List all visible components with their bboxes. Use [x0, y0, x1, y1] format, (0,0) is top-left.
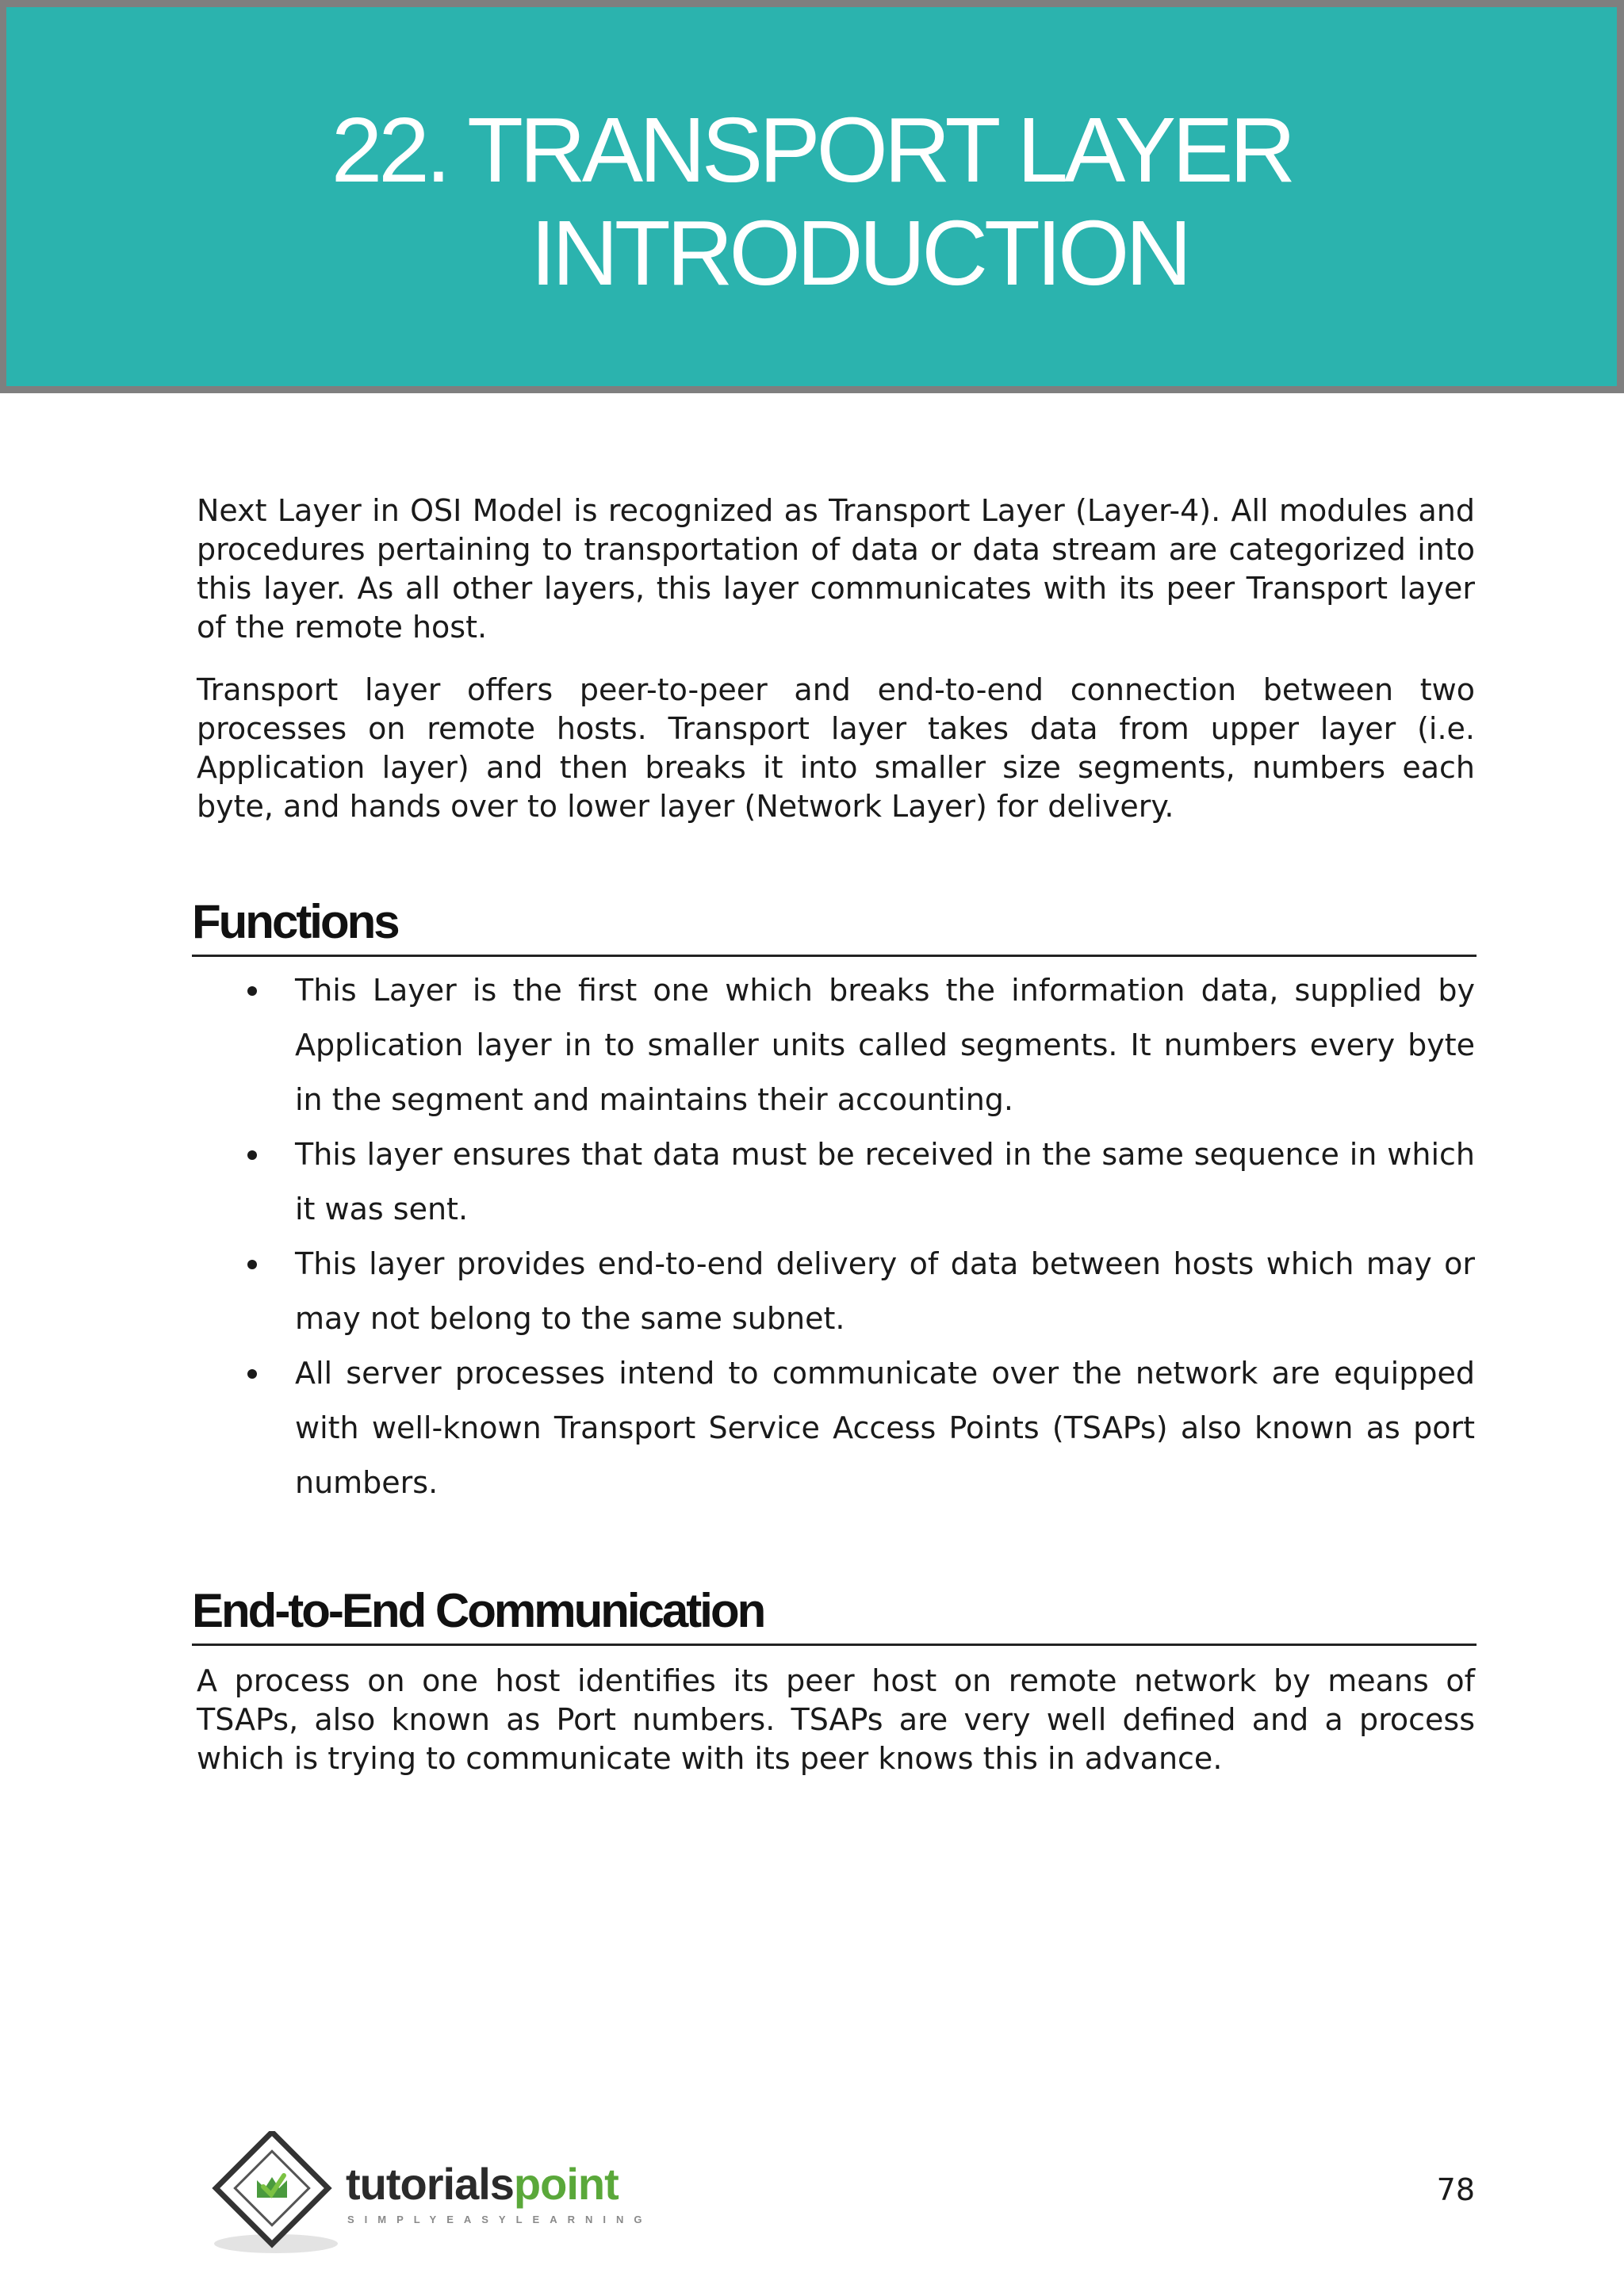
bullet-icon	[247, 1150, 257, 1160]
end-to-end-heading: End-to-End Communication	[192, 1583, 1477, 1646]
chapter-title-line2: INTRODUCTION	[530, 201, 1189, 304]
page-number: 78	[1436, 2172, 1475, 2207]
list-item	[197, 1346, 1475, 1510]
list-item-text: This Layer is the first one which breaks the information data, supplied by Application layer in to smaller units called segments. It numbers every byte in the segment and maintains their accounting.	[295, 973, 1475, 1117]
chapter-title-line1: 22. TRANSPORT LAYER	[331, 98, 1293, 201]
functions-list	[197, 963, 1475, 1510]
list-item	[197, 963, 1475, 1127]
logo-word-a: tutorials	[346, 2159, 514, 2209]
functions-heading: Functions	[192, 894, 1477, 957]
list-item	[197, 1237, 1475, 1346]
list-item	[197, 1127, 1475, 1237]
chapter-banner	[0, 0, 1624, 393]
end-to-end-paragraph: A process on one host identifies its peer host on remote network by means of TSAPs, also known as Port numbers. TSAPs are very well defined and a process which is trying to communicate with its peer knows this in advance.	[197, 1663, 1475, 1776]
intro-paragraph-2: Transport layer offers peer-to-peer and end-to-end connection between two processes on remote hosts. Transport layer takes data from upper layer (i.e. Application layer) and then breaks it into smaller size segments, numbers each byte, and hands over to lower layer (Network Layer) for delivery.	[197, 672, 1475, 824]
list-item-text: This layer ensures that data must be received in the same sequence in which it was sent.	[295, 1137, 1475, 1226]
logo-word-b: point	[513, 2159, 619, 2209]
tutorialspoint-logo	[205, 2131, 712, 2258]
intro-paragraph-1: Next Layer in OSI Model is recognized as Transport Layer (Layer-4). All modules and procedures pertaining to transportation of data or data stream are categorized into this layer. As all other layers, this layer communicates with its peer Transport layer of the remote host.	[197, 493, 1475, 645]
list-item-text: This layer provides end-to-end delivery of data between hosts which may or may not belong to the same subnet.	[295, 1246, 1475, 1336]
logo-tagline: SIMPLYEASYLEARNING	[347, 2214, 653, 2225]
bullet-icon	[247, 1369, 257, 1379]
bullet-icon	[247, 1260, 257, 1269]
logo-wordmark	[346, 2159, 619, 2209]
bullet-icon	[247, 986, 257, 996]
list-item-text: All server processes intend to communicate over the network are equipped with well-known Transport Service Access Points (TSAPs) also known as port numbers.	[295, 1356, 1475, 1500]
